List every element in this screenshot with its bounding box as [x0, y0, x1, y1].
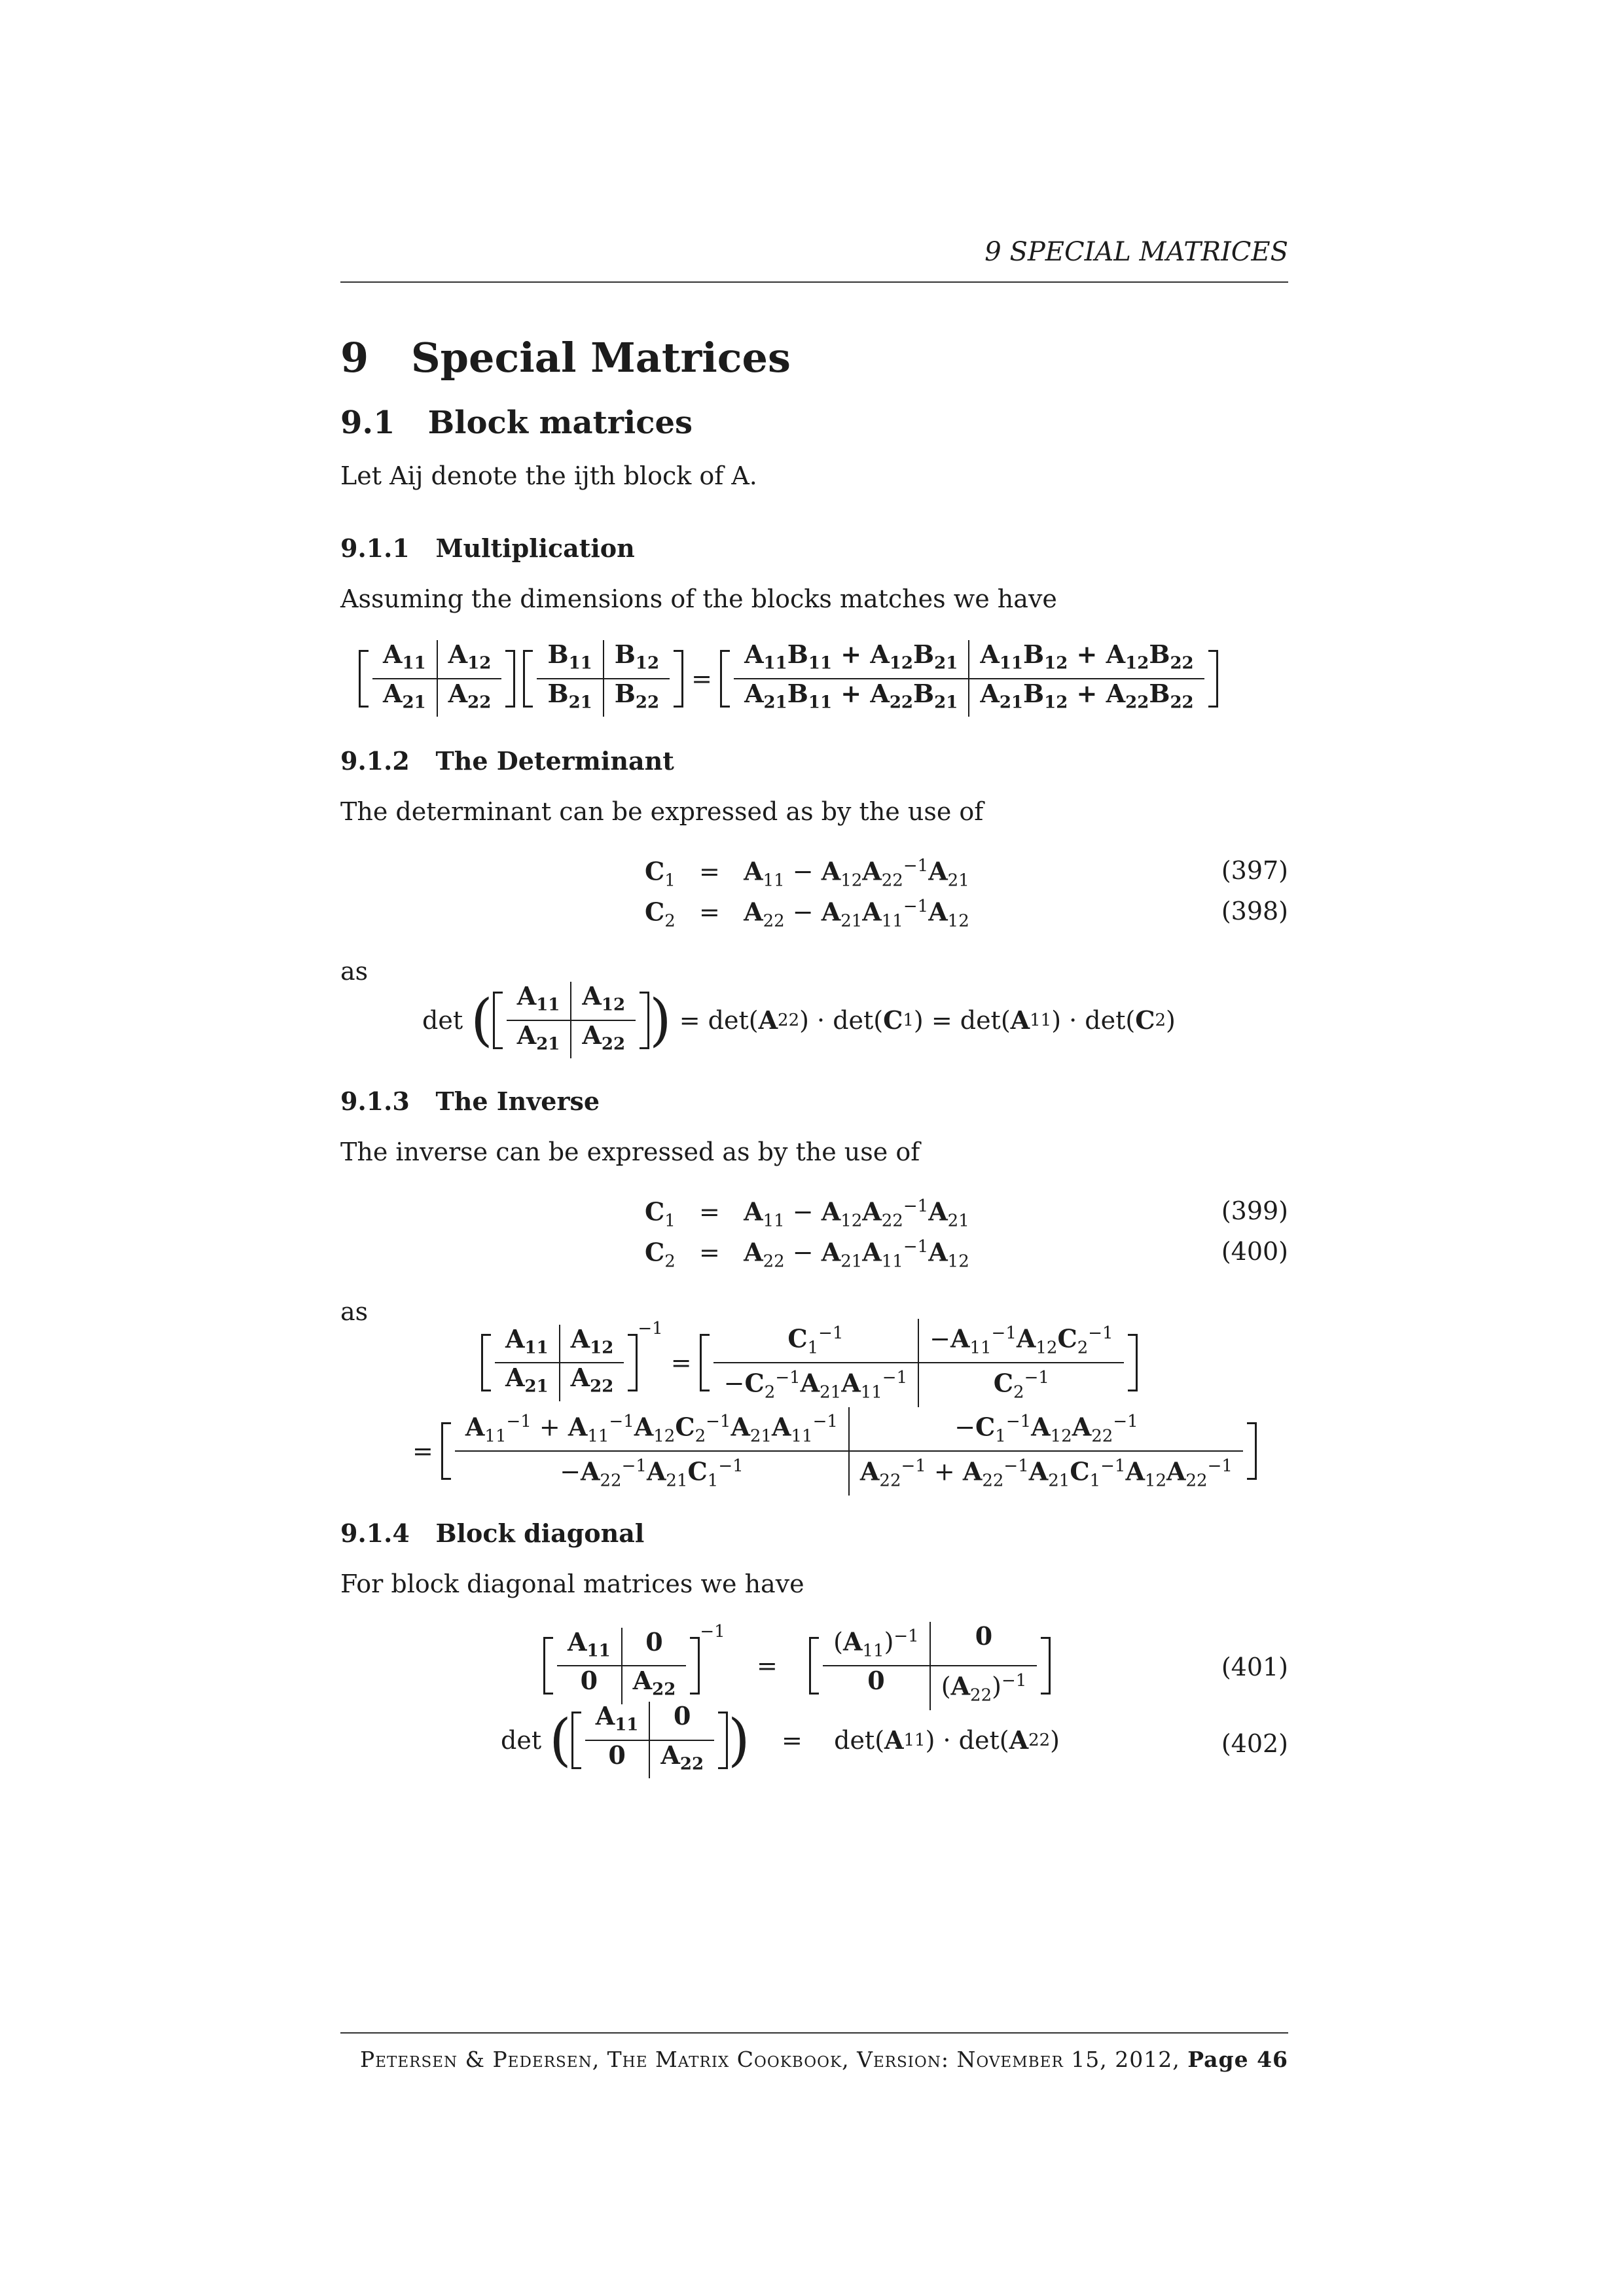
intro-paragraph: Let Aij denote the ijth block of A. [340, 461, 757, 490]
determinant-text: The determinant can be expressed as by the use of [340, 797, 984, 826]
multiplication-text: Assuming the dimensions of the blocks matches we have [340, 584, 1057, 613]
equation-399: $C_1 = A_{11} - A_{12}A_{22}^{-1}A_{21}$ [645, 1196, 969, 1231]
equation-402: det ( $A_{11}$ 0 0 $A_{22}$ ) = det( A 11 ) · det( A 22 ) [501, 1702, 1060, 1778]
equation-block-determinant: det ( $A_{11}$ $A_{12}$ $A_{21}$ $A_{22}$ ) = det( A 22 ) · det( C 1 ) = det( A 11 ) · det( C 2 ) [422, 982, 1176, 1058]
inverse-as: as [340, 1297, 369, 1326]
equation-401: $A_{11}$ 0 0 $A_{22}$ $^{-1}$ = $(A_{11})^{-1}$ 0 0 $(A_{22})^{-1}$ [543, 1622, 1051, 1710]
determinant-as: as [340, 957, 369, 986]
equation-398: $C_2 = A_{22} - A_{21}A_{11}^{-1}A_{12}$ [645, 897, 969, 931]
page-footer [340, 2032, 1288, 2072]
footer-citation: Petersen & Pedersen, The Matrix Cookbook, Version: November 15, 2012, [360, 2047, 1188, 2072]
block-diagonal-text: For block diagonal matrices we have [340, 1570, 804, 1598]
subsection-heading: 9.1 Block matrices [340, 404, 693, 441]
section-heading: 9 Special Matrices [340, 334, 791, 382]
running-title: 9 SPECIAL MATRICES [984, 237, 1288, 267]
heading-inverse: 9.1.3 The Inverse [340, 1086, 600, 1116]
equation-number-400: (400) [1221, 1237, 1288, 1266]
equation-number-397: (397) [1221, 856, 1288, 885]
equation-number-399: (399) [1221, 1196, 1288, 1225]
equation-number-398: (398) [1221, 897, 1288, 925]
inverse-text: The inverse can be expressed as by the use of [340, 1138, 920, 1166]
equation-block-inverse-line2: = $A_{11}^{-1} + A_{11}^{-1}A_{12}C_2^{-1}A_{21}A_{11}^{-1}$ $-C_1^{-1}A_{12}A_{22}^{-1}$ $-A_{22}^{-1}A_{21}C_1^{-1}$ $A_{22}^{-1} + A_{22}^{-1}A_{21}C_1^{-1}A_{12}A_{22}^{-1}$ [412, 1407, 1257, 1496]
equation-number-401: (401) [1221, 1653, 1288, 1681]
equation-400: $C_2 = A_{22} - A_{21}A_{11}^{-1}A_{12}$ [645, 1237, 969, 1272]
heading-determinant: 9.1.2 The Determinant [340, 746, 674, 776]
page-number: Page 46 [1187, 2047, 1288, 2072]
heading-multiplication: 9.1.1 Multiplication [340, 533, 635, 563]
heading-block-diagonal: 9.1.4 Block diagonal [340, 1518, 645, 1548]
equation-397: $C_1 = A_{11} - A_{12}A_{22}^{-1}A_{21}$ [645, 856, 969, 891]
equation-block-inverse-line1: $A_{11}$ $A_{12}$ $A_{21}$ $A_{22}$ $^{-1}$ = $C_1^{-1}$ $-A_{11}^{-1}A_{12}C_2^{-1}$ $-C_2^{-1}A_{21}A_{11}^{-1}$ $C_2^{-1}$ [481, 1319, 1138, 1407]
equation-block-multiplication: $A_{11}$ $A_{12}$ $A_{21}$ $A_{22}$ $B_{11}$ $B_{12}$ $B_{21}$ $B_{22}$ = $A_{11}B_{11} + A_{12}B_{21}$ $A_{11}B_{12} + A_{12}B_{22}$ $A_{21}B_{11} + A_{22}B_{21}$ $A_{21}B_{12} + A_{22}B_{22}$ [359, 640, 1218, 717]
running-header [340, 236, 1288, 283]
equation-number-402: (402) [1221, 1729, 1288, 1758]
